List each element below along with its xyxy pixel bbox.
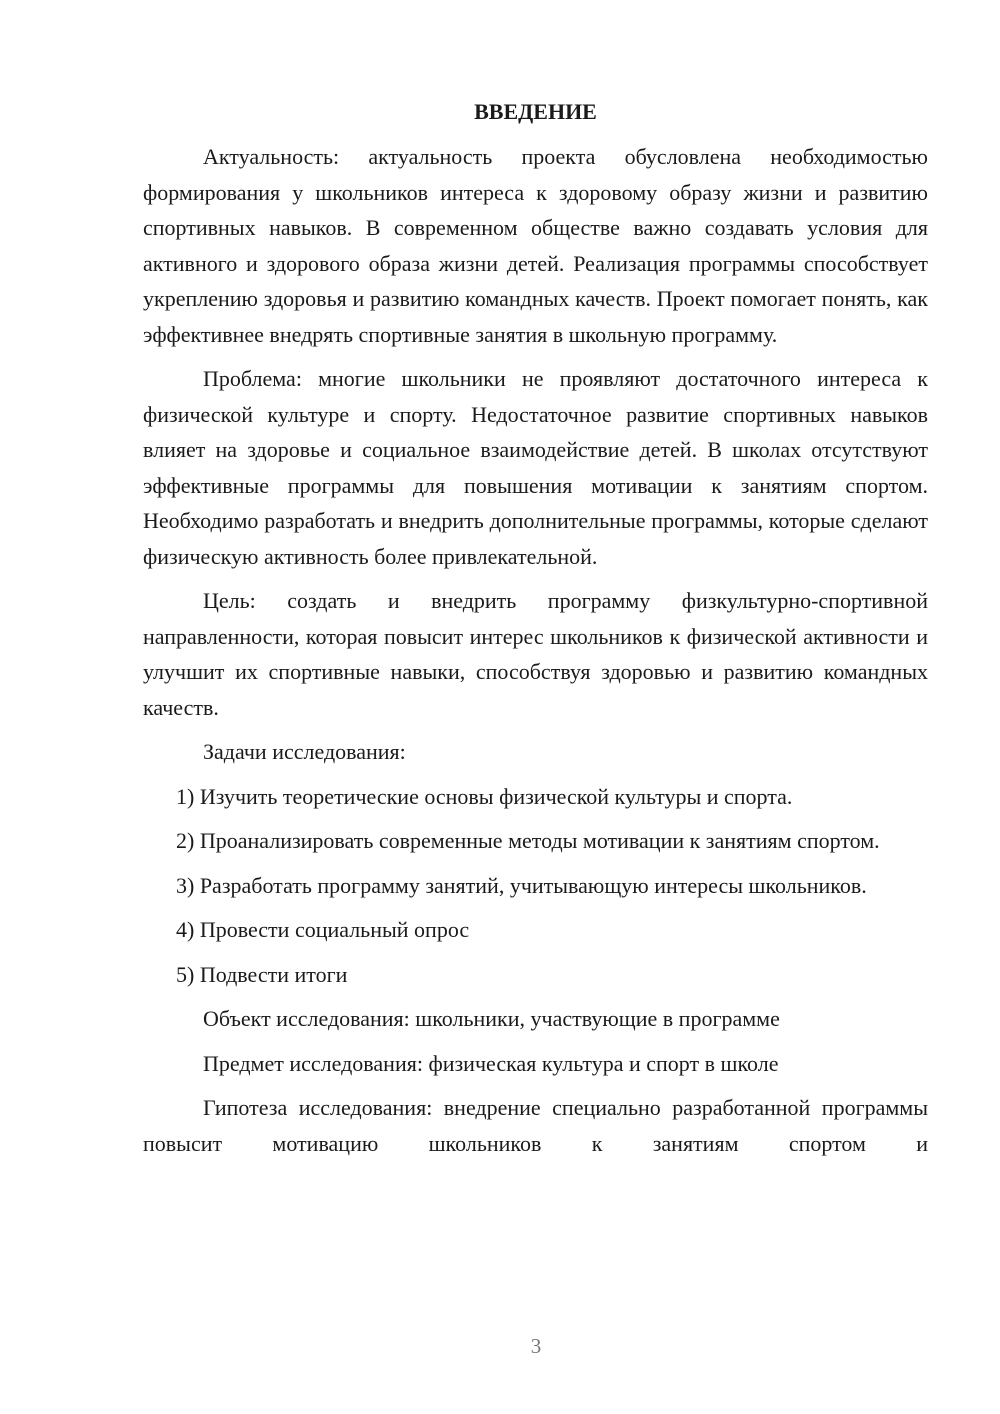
task-item-4: 4) Провести социальный опрос	[176, 917, 470, 942]
task-item-2: 2) Проанализировать современные методы мотивации к занятиям спортом.	[176, 828, 880, 853]
page-content	[143, 94, 928, 1170]
research-subject: Предмет исследования: физическая культура и спорт в школе	[203, 1050, 779, 1076]
page-title: ВВЕДЕНИЕ	[474, 99, 597, 124]
goal-paragraph: Цель: создать и внедрить программу физкультурно-спортивной направленности, которая повысит интерес школьников к физической активности и улучшит их спортивные навыки, способствуя здоровью и развитию командных качеств.	[143, 588, 928, 720]
task-item-5: 5) Подвести итоги	[176, 961, 348, 987]
task-item-1: 1) Изучить теоретические основы физической культуры и спорта.	[176, 783, 793, 809]
research-hypothesis: Гипотеза исследования: внедрение специально разработанной программы повысит мотивацию школьников к занятиям спортом и	[143, 1095, 928, 1156]
tasks-heading: Задачи исследования:	[203, 739, 406, 764]
research-object: Объект исследования: школьники, участвующие в программе	[203, 1006, 780, 1031]
relevance-paragraph: Актуальность: актуальность проекта обусловлена необходимостью формирования у школьников интереса к здоровому образу жизни и развитию спортивных навыков. В современном обществе важно создавать условия для активного и здорового образа жизни детей. Реализация программы способствует укреплению здоровья и развитию командных качеств. Проект помогает понять, как эффективнее внедрять спортивные занятия в школьную программу.	[143, 144, 928, 347]
problem-paragraph: Проблема: многие школьники не проявляют достаточного интереса к физической культуре и спорту. Недостаточное развитие спортивных навыков влияет на здоровье и социальное взаимодействие детей. В школах отсутствуют эффективные программы для повышения мотивации к занятиям спортом. Необходимо разработать и внедрить дополнительные программы, которые сделают физическую активность более привлекательной.	[143, 366, 928, 569]
task-item-3: 3) Разработать программу занятий, учитывающую интересы школьников.	[176, 872, 867, 898]
page-number: 3	[530, 1334, 542, 1358]
